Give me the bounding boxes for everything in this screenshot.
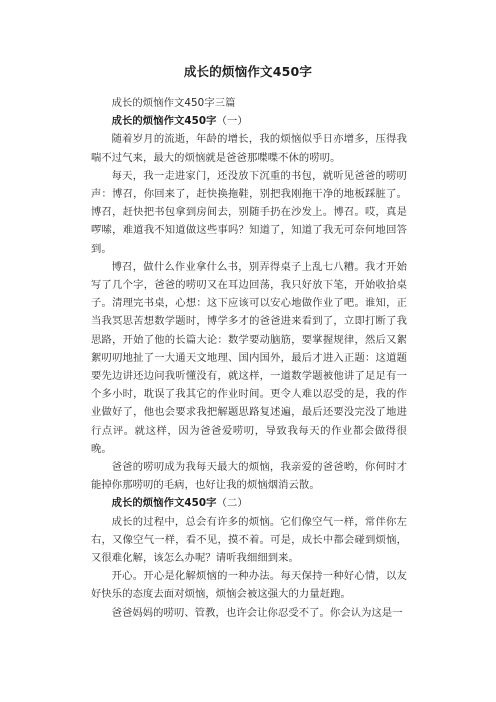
paragraph: 每天，我一走进家门，还没放下沉重的书包，就听见爸爸的唠叨声：博召，你回来了，赶快换拖鞋，别把我刚拖干净的地板踩脏了。博召，赶快把书包拿到房间去，别随手扔在沙发上。博召。哎，真是啰嗦，难道我不知道做这些事吗？知道了，知道了我无可奈何地回答到。 xyxy=(91,169,407,255)
section-heading-text: 成长的烦恼作文450字 xyxy=(111,497,217,510)
document-subtitle: 成长的烦恼作文450字三篇 xyxy=(111,97,236,109)
document-title: 成长的烦恼作文450字 xyxy=(183,64,313,79)
paragraph: 随着岁月的流逝，年龄的增长，我的烦恼似乎日亦增多，压得我喘不过气来，最大的烦恼就是爸爸那喋喋不休的唠叨。 xyxy=(91,133,407,164)
section-heading-number: （一） xyxy=(216,115,248,128)
paragraph: 成长的过程中，总会有许多的烦恼。它们像空气一样，常伴你左右，又像空气一样，看不见，摸不着。可是，成长中都会碰到烦恼，又很难化解，该怎么办呢？请听我细细到来。 xyxy=(91,515,407,565)
paragraph: 爸爸妈妈的唠叨、管教，也许会让你忍受不了。你会认为这是一 xyxy=(111,606,403,619)
section-heading-number: （二） xyxy=(216,497,248,510)
section-heading-text: 成长的烦恼作文450字 xyxy=(111,115,217,128)
paragraph: 开心。开心是化解烦恼的一种办法。每天保持一种好心情，以友好快乐的态度去面对烦恼，烦恼会被这强大的力量赶跑。 xyxy=(91,570,407,601)
paragraph: 爸爸的唠叨成为我每天最大的烦恼，我亲爱的爸爸哟，你何时才能掉你那唠叨的毛病，也好让我的烦恼烟消云散。 xyxy=(91,461,407,492)
document-body xyxy=(91,94,407,622)
section-heading xyxy=(91,112,407,130)
paragraph: 博召，做什么作业拿什么书，别弄得桌子上乱七八糟。我才开始写了几个字，爸爸的唠叨又在耳边回荡，我只好放下笔，开始收拾桌子。清理完书桌，心想：这下应该可以安心地做作业了吧。谁知，正当我冥思苦想数学题时，博学多才的爸爸进来看到了，立即打断了我思路，开始了他的长篇大论：数学要动脑筋，要掌握规律，然后又絮絮叨叨地扯了一大通天文地理、国内国外，最后才进入正题：这道题要先边讲还边问我听懂没有，就这样，一道数学题被他讲了足足有一个多小时，耽误了我其它的作业时间。更令人难以忍受的是，我的作业做好了，他也会要求我把解题思路复述遍，最后还要没完没了地进行点评。就这样，因为爸爸爱唠叨，导致我每天的作业都会做得很晚。 xyxy=(91,260,407,455)
section-heading xyxy=(91,494,407,512)
